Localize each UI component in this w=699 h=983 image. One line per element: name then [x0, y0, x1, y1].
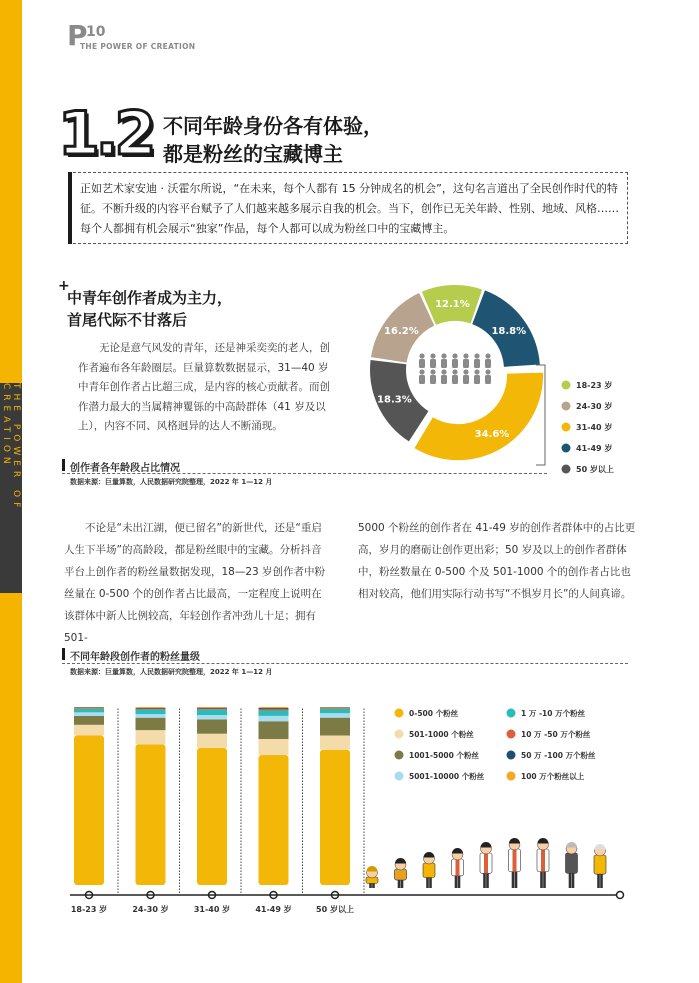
caption-rule	[62, 663, 628, 664]
bar-segment-5001-10000	[320, 713, 350, 717]
person-icon	[419, 369, 425, 384]
legend-label-5001-10000: 5001-10000 个粉丝	[409, 772, 485, 781]
bar-column-18-23	[74, 707, 104, 885]
bar-segment-501-1000	[74, 725, 104, 736]
bar-segment-5001-10000	[197, 715, 227, 719]
bar-segment-1-10	[259, 711, 289, 716]
bar-segment-100	[74, 707, 104, 708]
person-icon	[419, 353, 425, 368]
bar-segment-1-10	[197, 710, 227, 715]
legend-swatch	[507, 730, 516, 739]
page-letter: P	[67, 19, 87, 52]
subsection-body: 无论是意气风发的青年，还是神采奕奕的老人，创作者遍布各年龄圈层。巨量算数数据显示，31—40 岁中青年创作者占比超三成，是内容的核心贡献者。而创作潜力最大的当属精神矍铄的中高龄群体（41 岁及以上），内容不同、风格迥异的达人不断涌现。	[78, 342, 330, 432]
person-icon	[463, 369, 469, 384]
bar-segment-5001-10000	[259, 716, 289, 721]
spine-label: THE POWER OF CREATION	[1, 383, 21, 513]
donut-label-41-49: 18.8%	[491, 326, 527, 338]
bar-segment-1-10	[320, 709, 350, 713]
body2-left: 不论是“未出江湖，便已留名”的新世代，还是“重启人生下半场”的高龄段，都是粉丝眼中的宝藏。分析抖音平台上创作者的粉丝量数据发现，18—23 岁创作者中粉丝量在 0-500 个的创作者占比最高，一定程度上说明在该群体中新人比例较高，年轻创作者冲劲儿十足；拥有 501-	[64, 522, 326, 644]
bar-segment-100	[197, 707, 227, 708]
person-illustration	[452, 848, 464, 888]
legend-swatch	[395, 751, 404, 760]
bar-segment-50-100	[74, 708, 104, 709]
person-icon	[474, 353, 480, 368]
bar-segment-1001-5000	[259, 721, 289, 739]
caption-source: 数据来源：巨量算数，人民数据研究院整理，2022 年 1—12 月	[70, 478, 273, 486]
caption-marker	[62, 459, 65, 471]
caption-source: 数据来源：巨量算数，人民数据研究院整理，2022 年 1—12 月	[70, 668, 273, 676]
bar-segment-100	[136, 707, 166, 708]
x-tick-label-18-23: 18-23 岁	[70, 905, 108, 914]
bar-segment-10-50	[136, 709, 166, 710]
legend-swatch	[562, 381, 571, 390]
bar-segment-10-50	[74, 708, 104, 709]
bar-segment-0-500	[136, 744, 166, 885]
plus-icon: +	[58, 278, 70, 294]
legend-swatch	[562, 465, 571, 474]
person-icon	[452, 353, 458, 368]
bar-segment-1001-5000	[74, 716, 104, 725]
bar-segment-10-50	[320, 708, 350, 709]
donut-label-24-30: 16.2%	[384, 325, 419, 337]
legend-swatch	[562, 402, 571, 411]
person-illustration	[366, 866, 378, 888]
bar-segment-0-500	[320, 750, 350, 885]
person-icon	[463, 353, 469, 368]
person-illustration	[395, 858, 407, 888]
intro-text: 正如艺术家安迪 · 沃霍尔所说，“在未来，每个人都有 15 分钟成名的机会”，这句名言道出了全民创作时代的特征。不断升级的内容平台赋予了人们越来越多展示自我的机会。当下，创作已无关年龄、性别、地域、风格……每个人都拥有机会展示“独家”作品，每个人都可以成为粉丝口中的宝藏博主。	[80, 182, 619, 235]
x-tick-label-50: 50 岁以上	[316, 905, 354, 914]
legend-label-501-1000: 501-1000 个粉丝	[409, 730, 474, 739]
legend-swatch	[507, 772, 516, 781]
legend-label-31-40: 31-40 岁	[576, 423, 613, 432]
bar-segment-0-500	[74, 735, 104, 885]
legend-label-1-10: 1 万 -10 万个粉丝	[521, 709, 586, 718]
bar-segment-1001-5000	[197, 719, 227, 733]
people-icon-group	[366, 838, 606, 888]
person-icon	[485, 353, 491, 368]
legend-swatch	[507, 709, 516, 718]
bar-segment-0-500	[197, 748, 227, 885]
subsection-title-line1: 中青年创作者成为主力，	[67, 289, 233, 307]
bar-segment-10-50	[259, 709, 289, 710]
bar-segment-1001-5000	[136, 718, 166, 730]
donut-label-50: 18.3%	[377, 394, 412, 406]
legend-label-24-30: 24-30 岁	[576, 402, 613, 411]
bar-segment-50-100	[320, 707, 350, 708]
section-title-line1: 不同年龄身份各有体验，	[163, 114, 383, 138]
caption-marker	[62, 648, 65, 660]
person-illustration	[480, 842, 492, 888]
legend-swatch	[507, 751, 516, 760]
person-icon	[441, 369, 447, 384]
bar-segment-50-100	[259, 708, 289, 709]
subsection-title	[67, 287, 232, 331]
legend-label-0-500: 0-500 个粉丝	[409, 709, 459, 718]
bar-segment-5001-10000	[74, 712, 104, 716]
bar-segment-50-100	[136, 708, 166, 709]
donut-label-31-40: 34.6%	[474, 428, 510, 440]
page-number: 10	[86, 24, 106, 40]
x-tick-label-31-40: 31-40 岁	[193, 905, 231, 914]
bar-segment-1-10	[74, 709, 104, 713]
bar-segment-501-1000	[320, 735, 350, 749]
donut-label-18-23: 12.1%	[435, 299, 470, 311]
age-donut-chart	[360, 275, 660, 475]
body2-right: 5000 个粉丝的创作者在 41-49 岁的创作者群体中的占比更高，岁月的磨砺让创作更出彩；50 岁及以上的创作者群体中，粉丝数量在 0-500 个及 501-1000 个的创作者占比也相对较高，他们用实际行动书写“不惧岁月长”的人间真谛。	[358, 522, 636, 600]
legend-label-50-100: 50 万 -100 万个粉丝	[521, 751, 596, 760]
bar-column-24-30	[136, 707, 166, 885]
legend-label-1001-5000: 1001-5000 个粉丝	[409, 751, 479, 760]
section-title	[163, 112, 383, 168]
legend-swatch	[562, 444, 571, 453]
person-illustration	[509, 838, 521, 888]
header-subtitle: THE POWER OF CREATION	[80, 42, 196, 51]
person-icon	[430, 369, 436, 384]
bar-segment-501-1000	[259, 739, 289, 755]
x-tick-label-24-30: 24-30 岁	[132, 905, 169, 914]
bar-segment-5001-10000	[136, 714, 166, 718]
legend-label-18-23: 18-23 岁	[576, 381, 613, 390]
bar-segment-501-1000	[197, 734, 227, 748]
person-icon	[452, 369, 458, 384]
section-number: 1.2	[58, 99, 153, 169]
legend-label-100: 100 万个粉丝以上	[521, 772, 585, 781]
legend-swatch	[562, 423, 571, 432]
legend-label-50: 50 岁以上	[576, 465, 614, 474]
donut-slice-31-40	[414, 373, 543, 461]
person-icon	[441, 353, 447, 368]
person-illustration	[594, 844, 606, 888]
legend-label-10-50: 10 万 -50 万个粉丝	[521, 730, 591, 739]
bar-segment-50-100	[197, 708, 227, 709]
subsection-title-line2: 首尾代际不甘落后	[67, 311, 188, 329]
person-icon	[485, 369, 491, 384]
bar-segment-100	[259, 707, 289, 708]
bar-segment-1-10	[136, 710, 166, 714]
bar-column-41-49	[259, 707, 289, 885]
x-tick-label-41-49: 41-49 岁	[255, 905, 292, 914]
person-icon	[430, 353, 436, 368]
intro-accent-bar	[68, 172, 72, 244]
caption-title: 不同年龄段创作者的粉丝量级	[70, 652, 200, 663]
bar-segment-0-500	[259, 755, 289, 885]
legend-swatch	[395, 772, 404, 781]
bar-segment-10-50	[197, 709, 227, 710]
bar-segment-1001-5000	[320, 718, 350, 736]
caption-title: 创作者各年龄段占比情况	[70, 463, 180, 474]
legend-label-41-49: 41-49 岁	[576, 444, 613, 453]
person-illustration	[566, 842, 578, 888]
person-illustration	[423, 852, 435, 888]
bar-column-31-40	[197, 707, 227, 885]
person-illustration	[537, 838, 549, 888]
legend-swatch	[395, 730, 404, 739]
section-title-line2: 都是粉丝的宝藏博主	[163, 142, 343, 166]
legend-swatch	[395, 709, 404, 718]
bar-segment-501-1000	[136, 730, 166, 744]
person-icon	[474, 369, 480, 384]
people-icon-group	[419, 353, 491, 384]
bar-column-50	[320, 707, 350, 885]
fan-stacked-bar-chart	[60, 695, 640, 925]
